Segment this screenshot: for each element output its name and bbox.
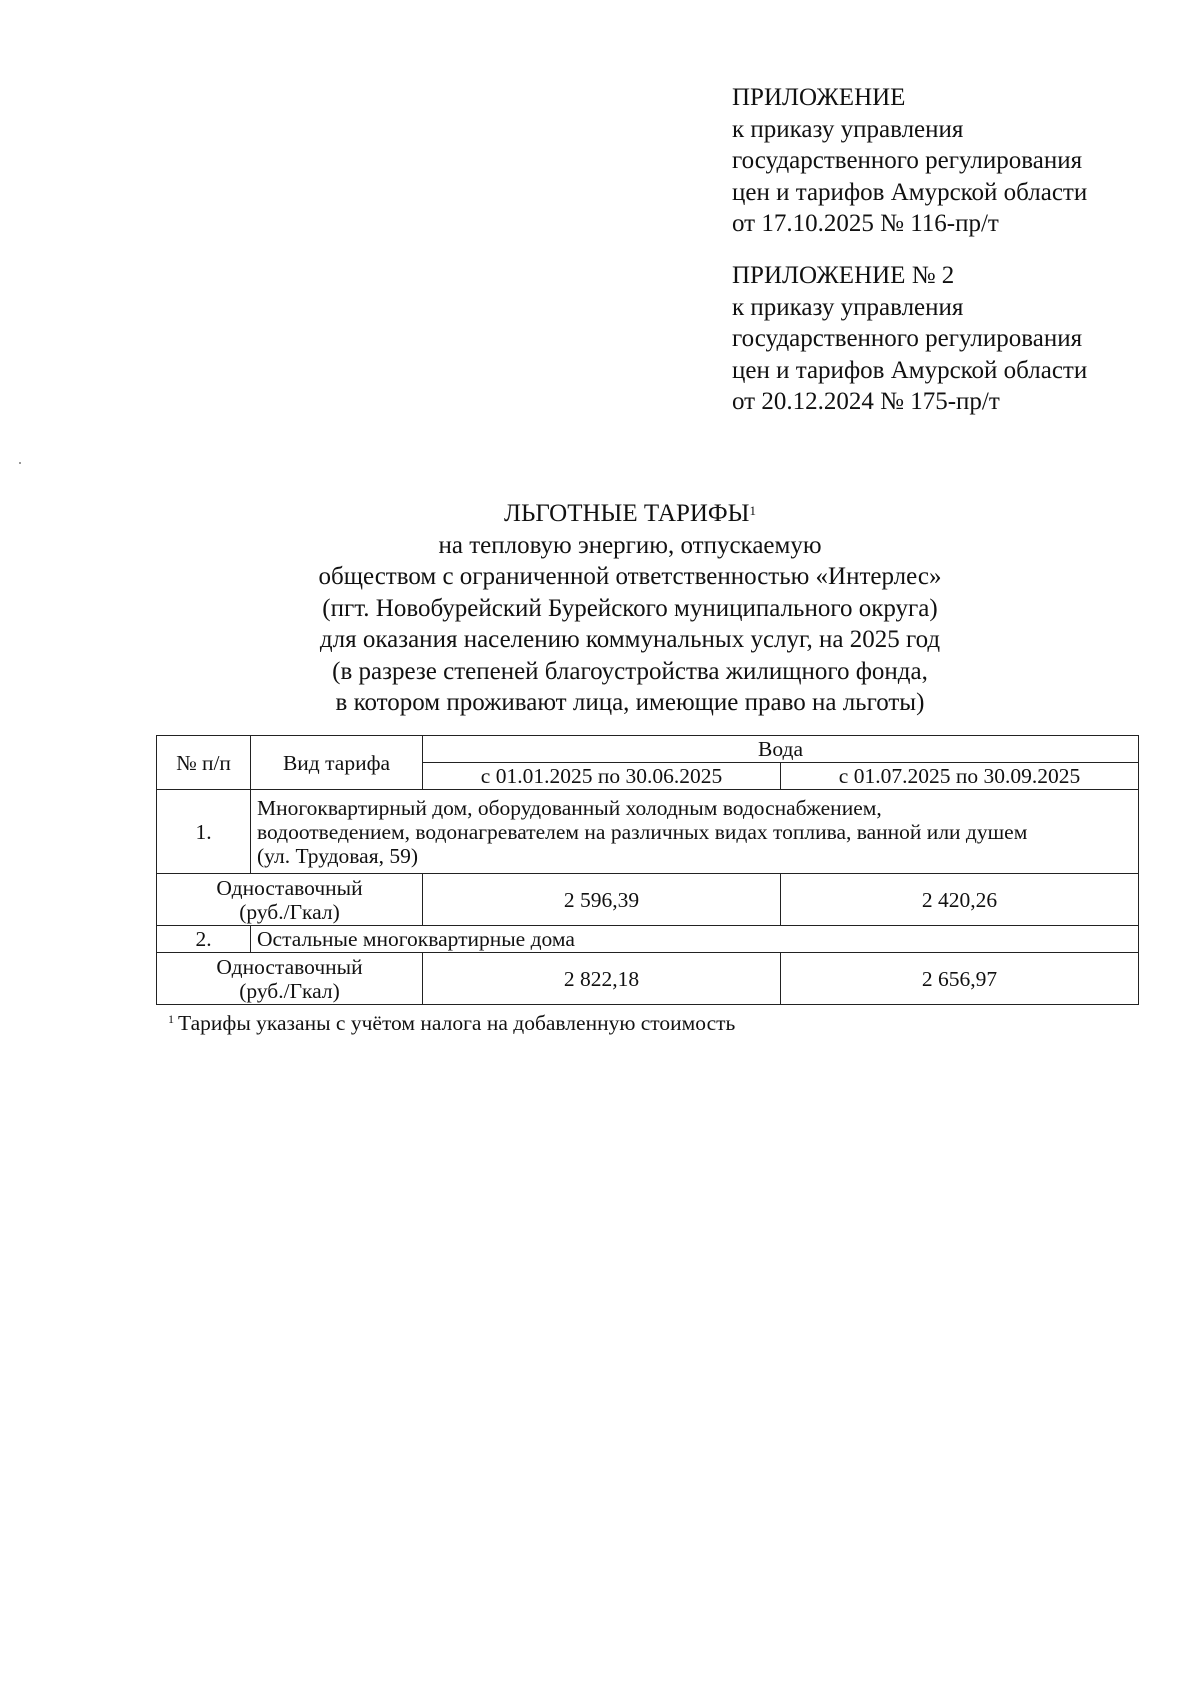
appendix-heading: ПРИЛОЖЕНИЕ <box>732 84 906 111</box>
title-line: на тепловую энергию, отпускаемую <box>438 531 822 559</box>
title-line: для оказания населению коммунальных услуг, на 2025 год <box>319 626 941 653</box>
tariff-value-period-2: 2 656,97 <box>781 953 1139 1005</box>
appendix-line: цен и тарифов Амурской области <box>732 178 1088 206</box>
footnote-mark: 1 <box>749 503 756 518</box>
footnote-text: Тарифы указаны с учётом налога на добавленную стоимость <box>178 1011 736 1035</box>
title-main: ЛЬГОТНЫЕ ТАРИФЫ$^1$ <box>504 500 756 527</box>
header-tariff-type: Вид тарифа <box>251 736 423 790</box>
appendix-block-amended <box>732 260 1172 418</box>
tariff-value-period-2: 2 420,26 <box>781 874 1139 926</box>
tariff-value-period-1: 2 596,39 <box>423 874 781 926</box>
appendix-line: цен и тарифов Амурской области <box>732 356 1088 384</box>
appendix-line: к приказу управления <box>732 293 964 321</box>
header-period-2: с 01.07.2025 по 30.09.2025 <box>781 763 1139 790</box>
header-period-1: с 01.01.2025 по 30.06.2025 <box>423 763 781 790</box>
table-row-tariff <box>157 874 1139 926</box>
appendix-line: государственного регулирования <box>732 147 1083 174</box>
title-line: (в разрезе степеней благоустройства жилищного фонда, <box>332 657 928 685</box>
footnote <box>168 1010 735 1036</box>
appendix-order-ref: от 17.10.2025 № 116-пр/т <box>732 210 999 237</box>
appendix-line: государственного регулирования <box>732 325 1083 352</box>
appendix-heading: ПРИЛОЖЕНИЕ № 2 <box>732 262 955 289</box>
tariff-label: Одноставочный (руб./Гкал) <box>157 874 423 926</box>
tariff-value-period-1: 2 822,18 <box>423 953 781 1005</box>
row-number: 2. <box>157 926 251 953</box>
table-header-row <box>157 736 1139 763</box>
row-number: 1. <box>157 790 251 874</box>
tariff-label: Одноставочный (руб./Гкал) <box>157 953 423 1005</box>
table-row-tariff <box>157 953 1139 1005</box>
appendix-line: к приказу управления <box>732 115 964 143</box>
row-description: Остальные многоквартирные дома <box>251 926 1139 953</box>
tariff-table <box>156 735 1139 1005</box>
row-description: Многоквартирный дом, оборудованный холодным водоснабжением, водоотведением, водонагревателем на различных видах топлива, ванной или душем (ул. Трудовая, 59) <box>251 790 1139 874</box>
header-group-water: Вода <box>423 736 1139 763</box>
title-line: (пгт. Новобурейский Бурейского муниципального округа) <box>322 594 938 622</box>
appendix-block-current <box>732 82 1172 240</box>
scan-speck <box>19 462 21 464</box>
title-line: в котором проживают лица, имеющие право на льготы) <box>335 689 925 716</box>
footnote-mark: 1 <box>168 1012 174 1026</box>
table-row-section <box>157 790 1139 874</box>
header-number: № п/п <box>157 736 251 790</box>
table-row-section <box>157 926 1139 953</box>
title-line: обществом с ограниченной ответственностью «Интерлес» <box>318 563 942 590</box>
document-title <box>200 498 1060 719</box>
appendix-order-ref: от 20.12.2024 № 175-пр/т <box>732 388 1000 415</box>
